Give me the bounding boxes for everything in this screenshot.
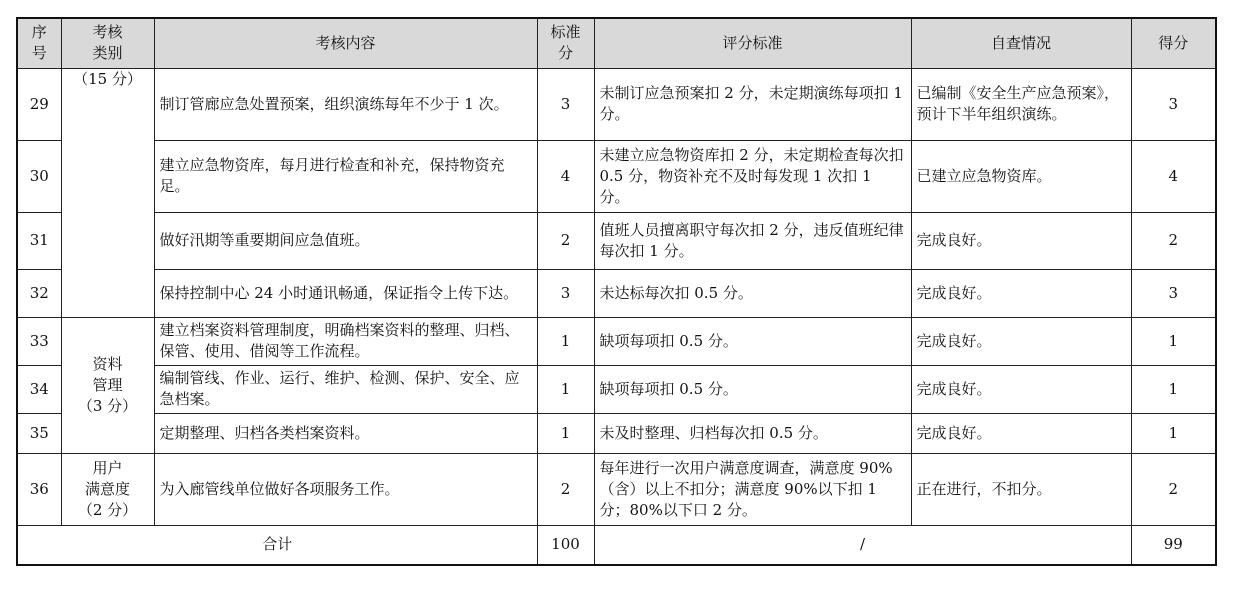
row-standard-score: 3 [537,269,594,317]
table-row [17,68,1216,140]
total-standard-score: 100 [537,525,594,565]
row-criteria: 未及时整理、归档每次扣 0.5 分。 [594,413,911,453]
row-no: 33 [17,317,61,365]
row-selfcheck: 完成良好。 [911,365,1131,413]
header-score: 得分 [1131,18,1216,68]
row-selfcheck: 正在进行，不扣分。 [911,453,1131,525]
row-no: 29 [17,68,61,140]
row-content: 做好汛期等重要期间应急值班。 [154,212,537,269]
row-criteria: 未制订应急预案扣 2 分，未定期演练每项扣 1 分。 [594,68,911,140]
row-content: 编制管线、作业、运行、维护、检测、保护、安全、应急档案。 [154,365,537,413]
row-selfcheck: 已建立应急物资库。 [911,140,1131,212]
table-row [17,365,1216,413]
header-no: 序 号 [17,18,61,68]
row-criteria: 缺项每项扣 0.5 分。 [594,317,911,365]
row-standard-score: 1 [537,365,594,413]
table-row [17,269,1216,317]
row-criteria: 未建立应急物资库扣 2 分，未定期检查每次扣 0.5 分，物资补充不及时每发现 1 次扣 1 分。 [594,140,911,212]
row-content: 建立档案资料管理制度，明确档案资料的整理、归档、保管、使用、借阅等工作流程。 [154,317,537,365]
row-criteria: 未达标每次扣 0.5 分。 [594,269,911,317]
total-row [17,525,1216,565]
table-row [17,413,1216,453]
row-score: 1 [1131,413,1216,453]
row-no: 32 [17,269,61,317]
table-row [17,140,1216,212]
row-score: 1 [1131,317,1216,365]
row-no: 31 [17,212,61,269]
table-row [17,317,1216,365]
row-selfcheck: 完成良好。 [911,317,1131,365]
header-selfcheck: 自查情况 [911,18,1131,68]
row-content: 为入廊管线单位做好各项服务工作。 [154,453,537,525]
row-score: 4 [1131,140,1216,212]
row-score: 2 [1131,453,1216,525]
row-selfcheck: 完成良好。 [911,269,1131,317]
row-selfcheck: 完成良好。 [911,212,1131,269]
row-no: 34 [17,365,61,413]
row-selfcheck: 已编制《安全生产应急预案》，预计下半年组织演练。 [911,68,1131,140]
table-row [17,453,1216,525]
total-label: 合计 [17,525,537,565]
header-content: 考核内容 [154,18,537,68]
assessment-table [16,17,1217,566]
row-criteria: 值班人员擅离职守每次扣 2 分，违反值班纪律每次扣 1 分。 [594,212,911,269]
category-emergency: （15 分） [61,68,154,317]
row-content: 建立应急物资库，每月进行检查和补充，保持物资充足。 [154,140,537,212]
row-standard-score: 3 [537,68,594,140]
row-content: 制订管廊应急处置预案，组织演练每年不少于 1 次。 [154,68,537,140]
row-standard-score: 2 [537,212,594,269]
row-content: 保持控制中心 24 小时通讯畅通，保证指令上传下达。 [154,269,537,317]
row-no: 30 [17,140,61,212]
row-selfcheck: 完成良好。 [911,413,1131,453]
total-criteria: / [594,525,1131,565]
header-category: 考核 类别 [61,18,154,68]
category-satisfaction: 用户 满意度 （2 分） [61,453,154,525]
row-score: 3 [1131,269,1216,317]
row-score: 1 [1131,365,1216,413]
table-row [17,212,1216,269]
row-no: 36 [17,453,61,525]
header-standard-score: 标准 分 [537,18,594,68]
row-criteria: 缺项每项扣 0.5 分。 [594,365,911,413]
row-score: 3 [1131,68,1216,140]
row-content: 定期整理、归档各类档案资料。 [154,413,537,453]
row-standard-score: 1 [537,413,594,453]
header-row [17,18,1216,68]
row-criteria: 每年进行一次用户满意度调查，满意度 90%（含）以上不扣分；满意度 90%以下扣 1 分；80%以下口 2 分。 [594,453,911,525]
row-standard-score: 4 [537,140,594,212]
row-no: 35 [17,413,61,453]
total-score: 99 [1131,525,1216,565]
category-archive: 资料 管理 （3 分） [61,317,154,453]
row-standard-score: 2 [537,453,594,525]
row-score: 2 [1131,212,1216,269]
header-criteria: 评分标准 [594,18,911,68]
row-standard-score: 1 [537,317,594,365]
